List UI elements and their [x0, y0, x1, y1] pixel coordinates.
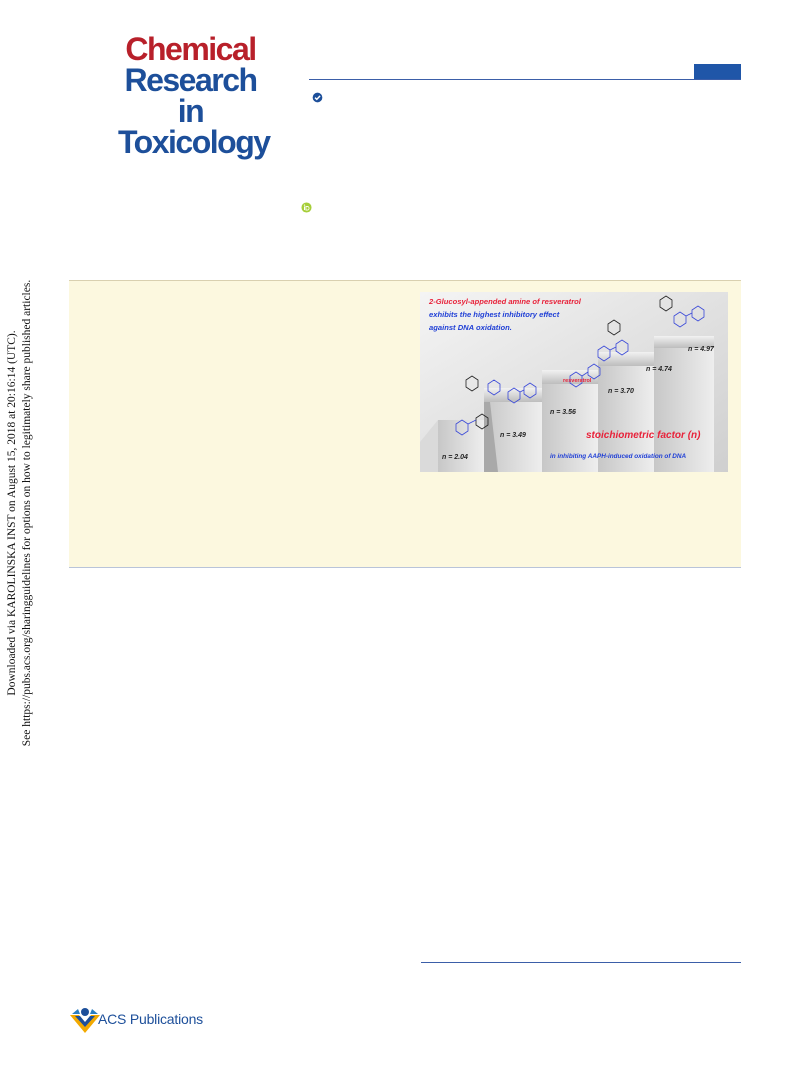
download-notice	[5, 273, 37, 753]
step-label-1: n = 2.04	[442, 454, 468, 461]
toc-graphic	[420, 292, 728, 472]
download-notice-line1: Downloaded via KAROLINSKA INST on August 15, 2018 at 20:16:14 (UTC).	[6, 330, 18, 696]
publisher-name: ACS Publications	[98, 1011, 203, 1027]
toc-caption-line1: 2-Glucosyl-appended amine of resveratrol	[429, 297, 581, 306]
orcid-icon[interactable]	[301, 202, 312, 213]
footer-rule	[421, 962, 741, 963]
stoichiometric-factor-label: stoichiometric factor (n)	[586, 430, 701, 441]
header-corner-block	[694, 64, 741, 79]
step-label-4: n = 3.70	[608, 388, 634, 395]
download-notice-line2: See https://pubs.acs.org/sharingguidelines for options on how to legitimately share published articles.	[21, 279, 33, 747]
logo-line-research: Research in	[124, 62, 257, 129]
aaph-sublabel: in inhibiting AAPH-induced oxidation of DNA	[550, 453, 687, 460]
header-rule	[309, 79, 741, 80]
logo-line-chemical: Chemical	[125, 31, 256, 67]
journal-logo	[118, 31, 270, 160]
logo-line-toxicology: Toxicology	[118, 124, 270, 160]
step-label-3: n = 3.56	[550, 409, 576, 416]
resveratrol-label: resveratrol	[563, 378, 592, 384]
check-badge-icon	[312, 92, 323, 103]
step-label-2: n = 3.49	[500, 432, 526, 439]
toc-caption-line3: against DNA oxidation.	[429, 323, 512, 332]
step-label-5: n = 4.74	[646, 366, 672, 373]
acs-logo-icon	[68, 1005, 102, 1035]
step-label-6: n = 4.97	[688, 346, 714, 353]
toc-caption-line2: exhibits the highest inhibitory effect	[429, 310, 560, 319]
